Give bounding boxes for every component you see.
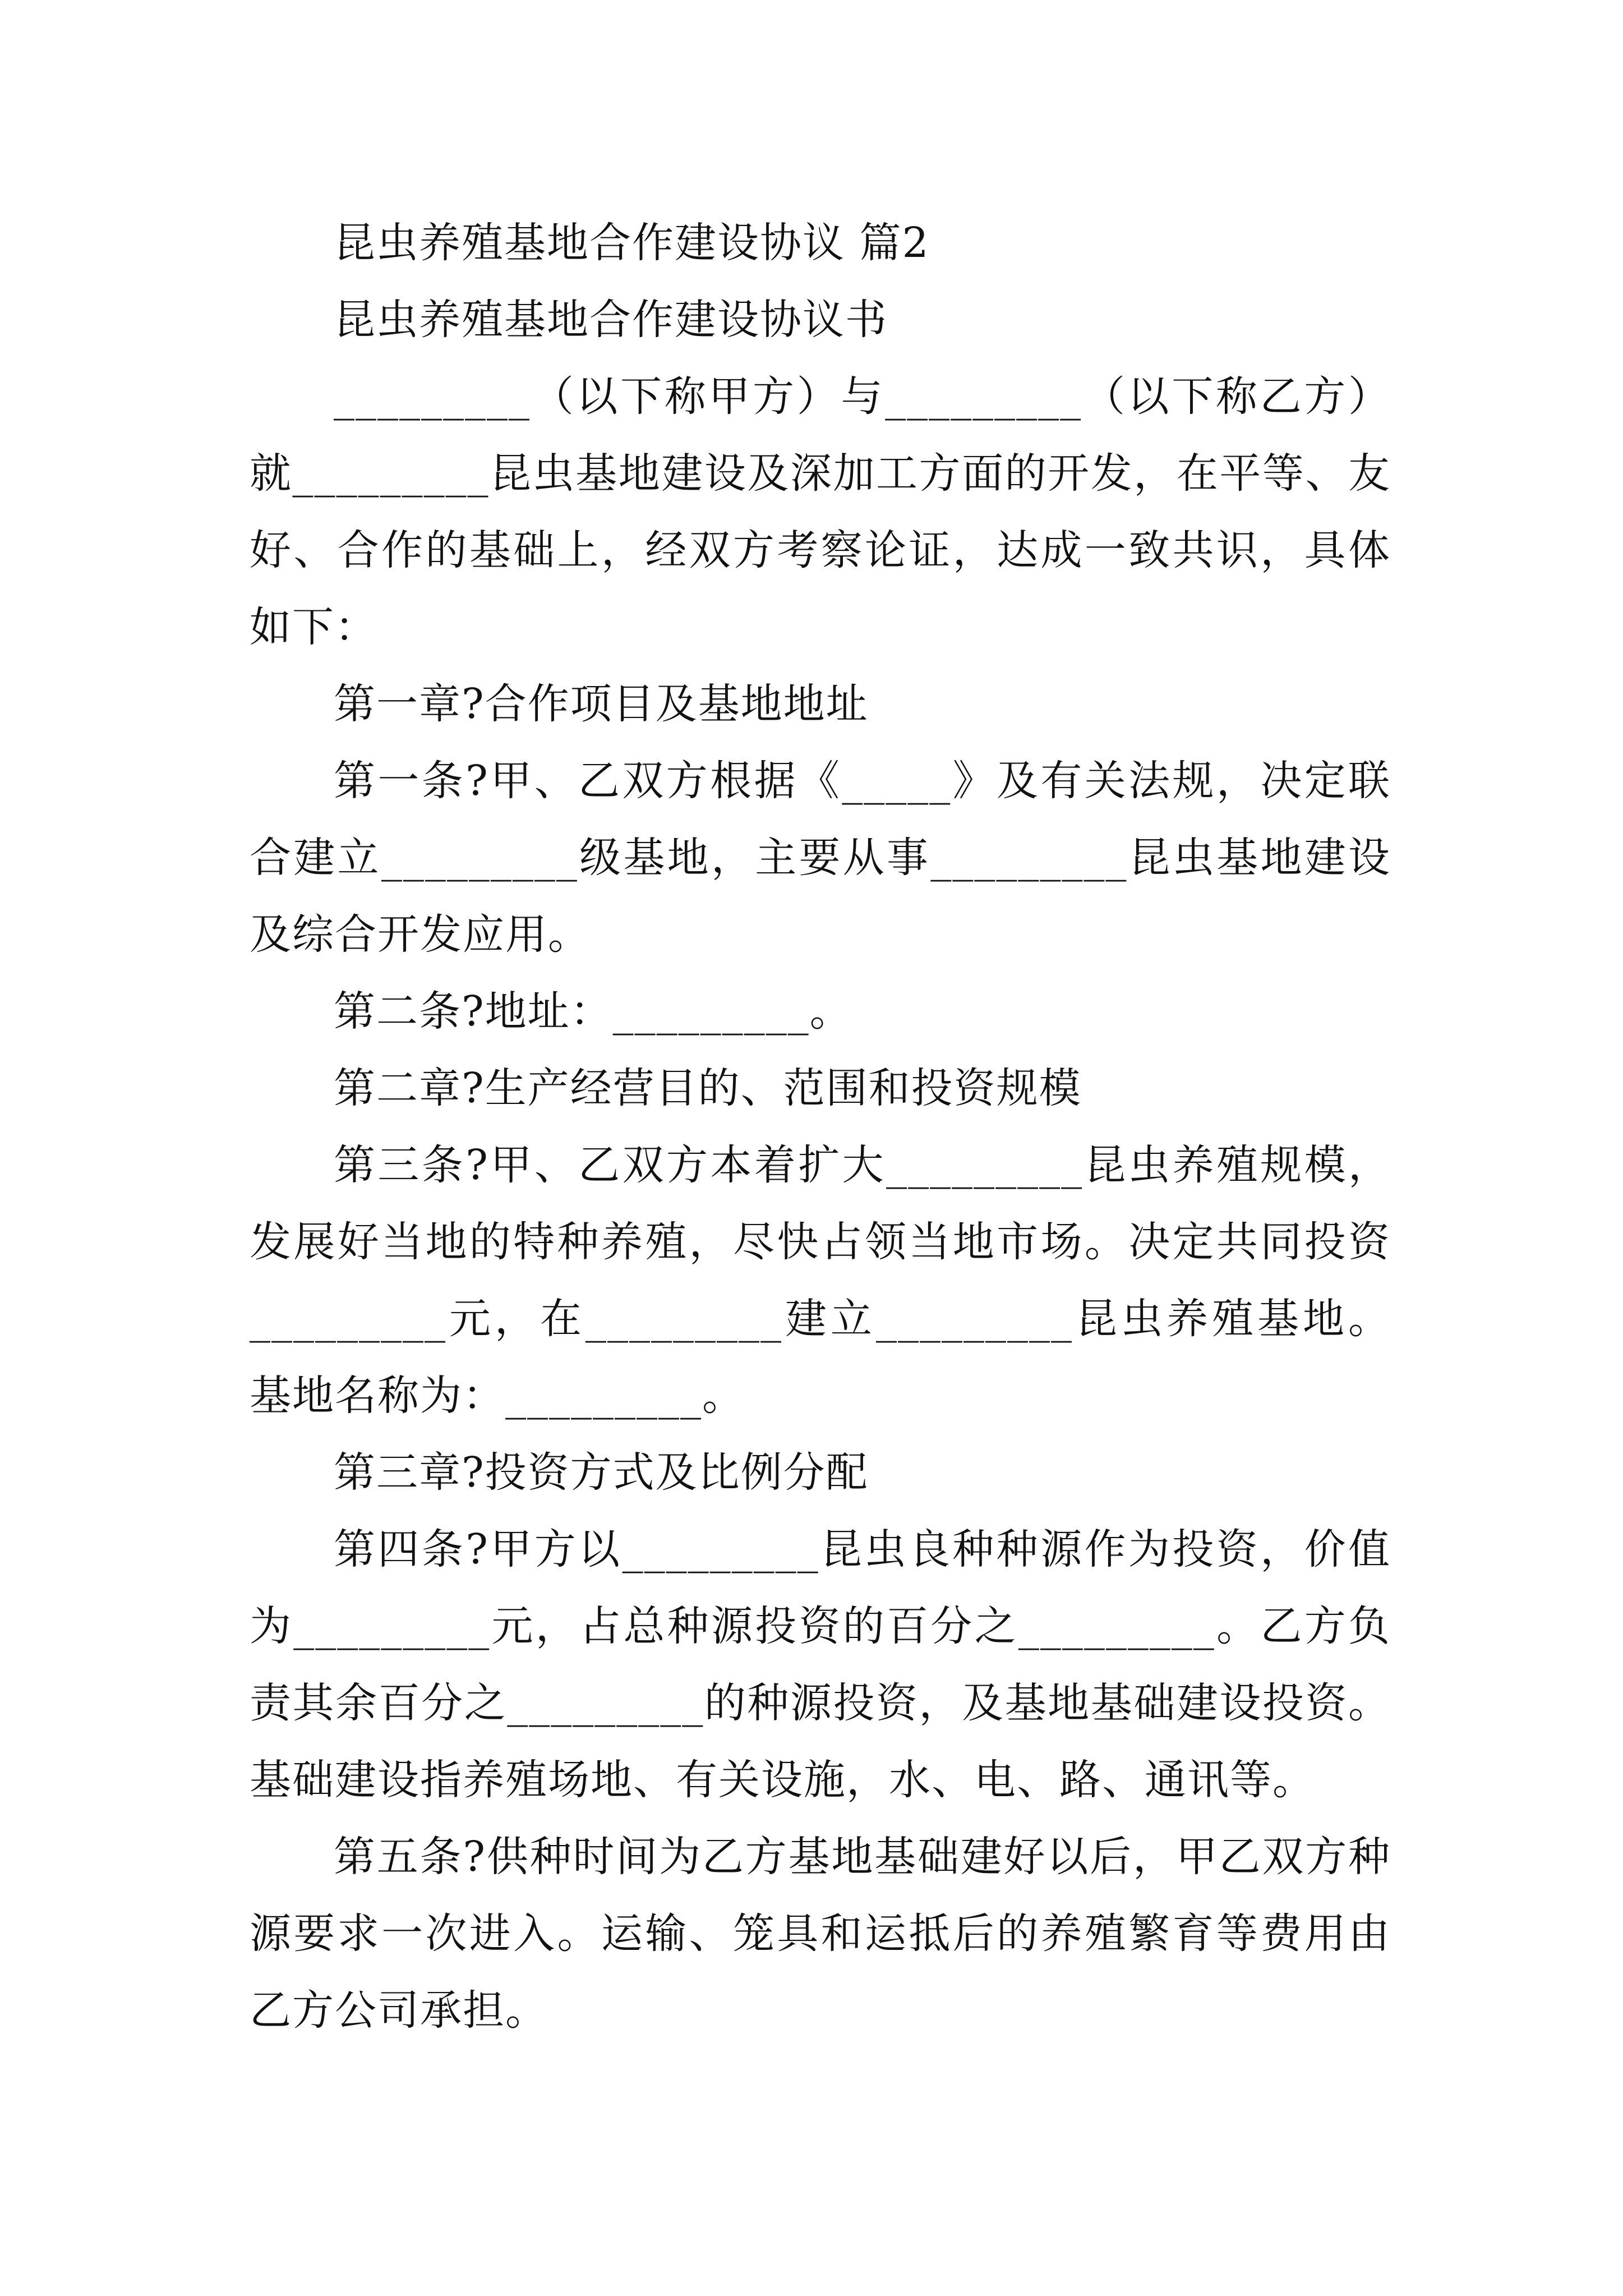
article-2: 第二条?地址：_________。 bbox=[334, 987, 852, 1036]
article-4: 第四条?甲方以_________昆虫良种种源作为投资，价值为_________元，占总种源投资的百分之_________。乙方负责其余百分之_________的种源投资，及基地基础建设投资。基础建设指养殖场地、有关设施，水、电、路、通讯等。 bbox=[250, 1525, 1391, 1804]
article-3: 第三条?甲、乙双方本着扩大_________昆虫养殖规模，发展好当地的特种养殖，尽快占领当地市场。决定共同投资_________元，在_________建立_________昆虫养殖基地。基地名称为：_________。 bbox=[250, 1141, 1391, 1420]
article-5: 第五条?供种时间为乙方基地基础建好以后，甲乙双方种源要求一次进入。运输、笼具和运抵后的养殖繁育等费用由乙方公司承担。 bbox=[250, 1833, 1391, 2035]
article-1: 第一条?甲、乙双方根据《_____》及有关法规，决定联合建立_________级基地，主要从事_________昆虫基地建设及综合开发应用。 bbox=[250, 757, 1391, 959]
document-subheading: 昆虫养殖基地合作建设协议书 bbox=[334, 296, 888, 344]
chapter-1-heading: 第一章?合作项目及基地地址 bbox=[334, 680, 869, 728]
document-body bbox=[250, 205, 1391, 2049]
paragraph-preamble: _________（以下称甲方）与_________（以下称乙方）就_________昆虫基地建设及深加工方面的开发，在平等、友好、合作的基础上，经双方考察论证，达成一致共识，具体如下： bbox=[250, 372, 1391, 651]
document-heading: 昆虫养殖基地合作建设协议 篇2 bbox=[334, 219, 930, 267]
chapter-2-heading: 第二章?生产经营目的、范围和投资规模 bbox=[334, 1064, 1082, 1112]
chapter-3-heading: 第三章?投资方式及比例分配 bbox=[334, 1448, 869, 1497]
